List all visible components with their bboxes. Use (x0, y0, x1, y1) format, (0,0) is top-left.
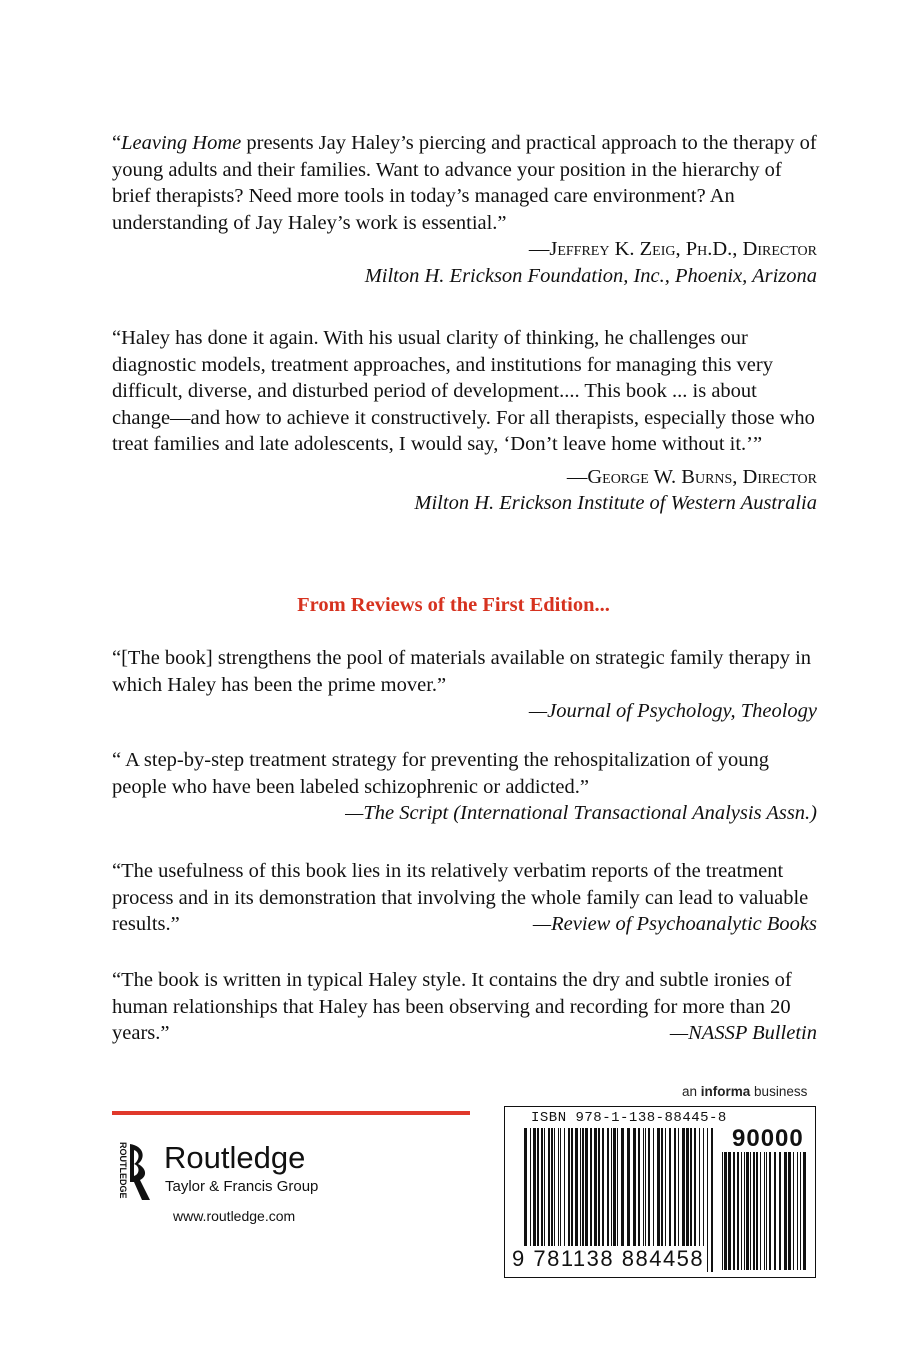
barcode-bar (750, 1152, 751, 1270)
red-divider (112, 1111, 470, 1115)
informa-brand: informa (700, 1084, 751, 1099)
review-source: —NASSP Bulletin (669, 1022, 817, 1044)
barcode-bar (766, 1152, 767, 1270)
review-source: —Journal of Psychology, Theology (528, 700, 817, 722)
barcode-bar (756, 1152, 758, 1270)
book-title: Leaving Home (121, 132, 242, 154)
endorsement-affiliation: Milton H. Erickson Foundation, Inc., Phoenix, Arizona (364, 264, 817, 287)
barcode-bar (733, 1152, 735, 1270)
barcode-bar (774, 1152, 776, 1270)
barcode-bar (803, 1152, 806, 1270)
endorsement-author: —George W. Burns, Director (566, 465, 817, 488)
endorsement-affiliation: Milton H. Erickson Institute of Western Australia (414, 492, 817, 514)
barcode-bar (788, 1152, 791, 1270)
endorsement-text: “Leaving Home presents Jay Haley’s piercing and practical approach to the therapy of young adults and their families. Want to advance your position in the hierarchy of brief therapists? Need more tools in today’s managed care environment? An understanding of Jay Haley’s work is essential.” (112, 132, 817, 234)
barcode-bar (784, 1152, 787, 1270)
review-source: —Review of Psychoanalytic Books (532, 913, 817, 935)
barcode-bar (724, 1152, 727, 1270)
barcode-digits: 9 781138 884458 (512, 1246, 705, 1271)
barcode-bar (728, 1152, 731, 1270)
barcode-bar (797, 1152, 798, 1270)
barcode-bar (737, 1152, 739, 1270)
isbn-label: ISBN 978-1-138-88445-8 (531, 1110, 727, 1126)
barcode-bar (722, 1152, 723, 1270)
publisher-name: Routledge (164, 1140, 306, 1175)
barcode-bar (764, 1152, 765, 1270)
review-text: “[The book] strengthens the pool of materials available on strategic family therapy in which Haley has been the prime mover.” (112, 647, 812, 696)
endorsement-author: —Jeffrey K. Zeig, Ph.D., Director (528, 238, 817, 260)
addon-barcode (722, 1152, 810, 1270)
logo-vertical-text: ROUTLEDGE (118, 1142, 128, 1199)
barcode-bar (800, 1152, 801, 1270)
barcode-bar (769, 1152, 771, 1270)
barcode-bar (779, 1152, 781, 1270)
barcode-bar (753, 1152, 755, 1270)
endorsement-burns (112, 325, 817, 517)
barcode-bar (793, 1152, 794, 1270)
review-source: —The Script (International Transactional Analysis Assn.) (345, 802, 817, 824)
barcode-bar (711, 1128, 713, 1272)
endorsement-zeig (112, 130, 817, 289)
review-item (112, 645, 817, 725)
publisher-group: Taylor & Francis Group (165, 1178, 319, 1195)
barcode-bar (746, 1152, 749, 1270)
publisher-url[interactable]: www.routledge.com (173, 1208, 296, 1224)
review-item (112, 858, 817, 938)
review-text: “The usefulness of this book lies in its relatively verbatim reports of the treatment process and in its demonstration that involving the whole family can lead to valuable results.” —Review of Psychoanalytic Books (112, 858, 817, 938)
review-text: “ A step-by-step treatment strategy for preventing the rehospitalization of young people who have been labeled schizophrenic or addicted.” (112, 749, 769, 798)
reviews-heading: From Reviews of the First Edition... (297, 594, 610, 616)
review-item (112, 747, 817, 827)
barcode-bar (707, 1128, 708, 1272)
informa-tagline: an informa business (682, 1084, 808, 1099)
barcode-bar (744, 1152, 745, 1270)
price-code: 90000 (732, 1125, 804, 1152)
barcode-bar (741, 1152, 742, 1270)
endorsement-text: “Haley has done it again. With his usual clarity of thinking, he challenges our diagnostic models, treatment approaches, and institutions for managing this very difficult, diverse, and disturbed period of development.... This book ... is about change—and how to achieve it constructively. For all therapists, especially those who treat families and late adolescents, I would say, ‘Don’t leave home without it.’” (112, 327, 815, 455)
review-text: “The book is written in typical Haley style. It contains the dry and subtle ironies of human relationships that Haley has been observing and recording for more than 20 years.” —NASSP Bulletin (112, 967, 817, 1047)
review-item (112, 967, 817, 1047)
barcode-bar (760, 1152, 761, 1270)
routledge-logo-icon (112, 1140, 152, 1204)
